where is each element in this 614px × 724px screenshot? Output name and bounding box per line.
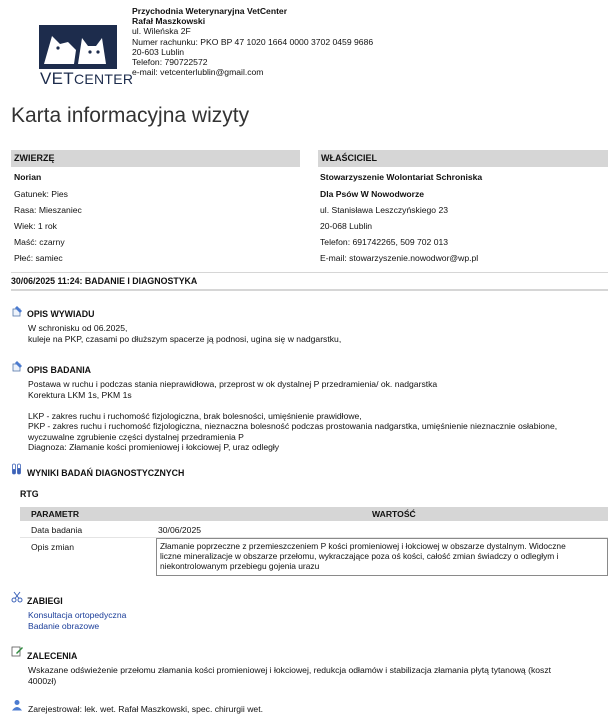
exam-line: PKP - zakres ruchu i ruchomość fizjologiczna, nieznaczna bolesność podczas prostowania nadgarstka, umięśnienie nieznacznie osłabione, — [28, 421, 558, 431]
clinic-info — [132, 6, 373, 77]
procedures-title: ZABIEGI — [27, 596, 63, 606]
test-tubes-icon — [11, 463, 23, 475]
results-table-header — [20, 507, 608, 521]
notepad-pencil-icon — [11, 645, 23, 657]
diagnostics-title: WYNIKI BADAŃ DIAGNOSTYCZNYCH — [27, 468, 185, 478]
clinic-city: 20-603 Lublin — [132, 46, 185, 57]
animal-age: Wiek: 1 rok — [14, 221, 57, 231]
owner-street: ul. Stanisława Leszczyńskiego 23 — [320, 205, 449, 215]
procedure-item[interactable]: Konsultacja ortopedyczna — [28, 610, 127, 620]
clinic-street: ul. Wileńska 2F — [132, 26, 191, 37]
exam-line: Postawa w ruchu i podczas stania nieprawidłowa, przeprost w ok dystalnej P przedramienia/ ok. nadgarstka — [28, 379, 438, 389]
history-line: W schronisku od 06.2025, — [28, 323, 128, 333]
procedures-list — [28, 610, 126, 631]
interview-icon — [11, 305, 23, 317]
exam-text — [28, 379, 608, 453]
clinic-account: Numer rachunku: PKO BP 47 1020 1664 0000 3702 0459 9686 — [132, 36, 374, 47]
animal-color: Maść: czarny — [14, 237, 65, 247]
registered-by: Zarejestrował: lek. wet. Rafał Maszkowski, spec. chirurgii wet. — [28, 704, 263, 714]
exam-title: OPIS BADANIA — [27, 365, 92, 375]
history-line: kuleje na PKP, czasami po dłuższym spacerze ją podnosi, ugina się w nadgarstku, — [28, 333, 342, 344]
date-value: 30/06/2025 — [158, 525, 202, 535]
logo-text — [40, 69, 133, 89]
recommendation-line: Wskazane odświeżenie przełomu złamania kości promieniowej i łokciowej, redukcja odłamów i stabilizacja złamania płytą tytanową (koszt — [28, 665, 552, 675]
clinic-phone: Telefon: 790722572 — [132, 57, 208, 68]
exam-line-empty — [28, 400, 608, 411]
history-title: OPIS WYWIADU — [27, 309, 95, 319]
recommendations-title: ZALECENIA — [27, 651, 78, 661]
visit-separator-top — [11, 272, 608, 273]
scissors-icon — [11, 591, 23, 603]
animal-breed: Rasa: Mieszaniec — [14, 205, 82, 215]
exam-line: LKP - zakres ruchu i ruchomość fizjologiczna, brak bolesności, umięśnienie prawidłowe, — [28, 410, 362, 421]
changes-line: liczne mineralizacje w obszarze przełomu, wykraczające poza oś kości, całość zmian świadczy o odległym i — [160, 551, 559, 562]
examination-icon — [11, 360, 23, 372]
visit-separator-bottom — [11, 289, 608, 291]
owner-header: WŁAŚCICIEL — [318, 150, 608, 167]
clinic-name: Przychodnia Weterynaryjna VetCenter — [132, 6, 288, 16]
animal-name: Norian — [14, 172, 42, 182]
logo-text-center: CENTER — [73, 71, 134, 87]
page-title: Karta informacyjna wizyty — [11, 104, 250, 127]
exam-line: wyczuwalne zgrubienie części dystalnej przedramienia P — [28, 431, 244, 442]
changes-label: Opis zmian — [31, 542, 74, 552]
date-label: Data badania — [31, 525, 83, 535]
owner-name-line2: Dla Psów W Nowodworze — [320, 189, 425, 199]
owner-name-line1: Stowarzyszenie Wolontariat Schroniska — [320, 172, 483, 182]
visit-header: 30/06/2025 11:24: BADANIE I DIAGNOSTYKA — [11, 276, 198, 286]
changes-line: Złamanie poprzeczne z przemieszczeniem P kości promieniowej i łokciowej w obszarze dystalnym. Widoczne — [160, 541, 566, 551]
user-icon — [11, 699, 23, 711]
changes-line: niekontrolowanym przebiegu gojenia urazu — [160, 561, 320, 572]
owner-city: 20-068 Lublin — [320, 221, 373, 231]
recommendations-text — [28, 665, 608, 686]
changes-description-field[interactable] — [156, 538, 608, 576]
owner-phone: Telefon: 691742265, 509 702 013 — [320, 237, 449, 247]
procedure-item[interactable]: Badanie obrazowe — [28, 620, 100, 631]
logo-text-vet: VET — [40, 69, 74, 88]
history-text — [28, 323, 341, 344]
dog-cat-logo-icon — [38, 24, 118, 70]
animal-species: Gatunek: Pies — [14, 189, 68, 199]
clinic-doctor: Rafał Maszkowski — [132, 16, 206, 27]
exam-line: Korektura LKM 1s, PKM 1s — [28, 389, 132, 400]
animal-header: ZWIERZĘ — [11, 150, 300, 167]
clinic-email: e-mail: vetcenterlublin@gmail.com — [132, 67, 264, 78]
animal-sex: Płeć: samiec — [14, 253, 63, 263]
col-param: PARAMETR — [31, 509, 80, 519]
col-value: WARTOŚĆ — [372, 509, 416, 519]
diagnostics-subtitle: RTG — [20, 489, 39, 499]
exam-line: Diagnoza: Złamanie kości promieniowej i łokciowej P, uraz odległy — [28, 442, 280, 452]
owner-email: E-mail: stowarzyszenie.nowodwor@wp.pl — [320, 253, 479, 263]
recommendation-line: 4000zł) — [28, 675, 57, 686]
